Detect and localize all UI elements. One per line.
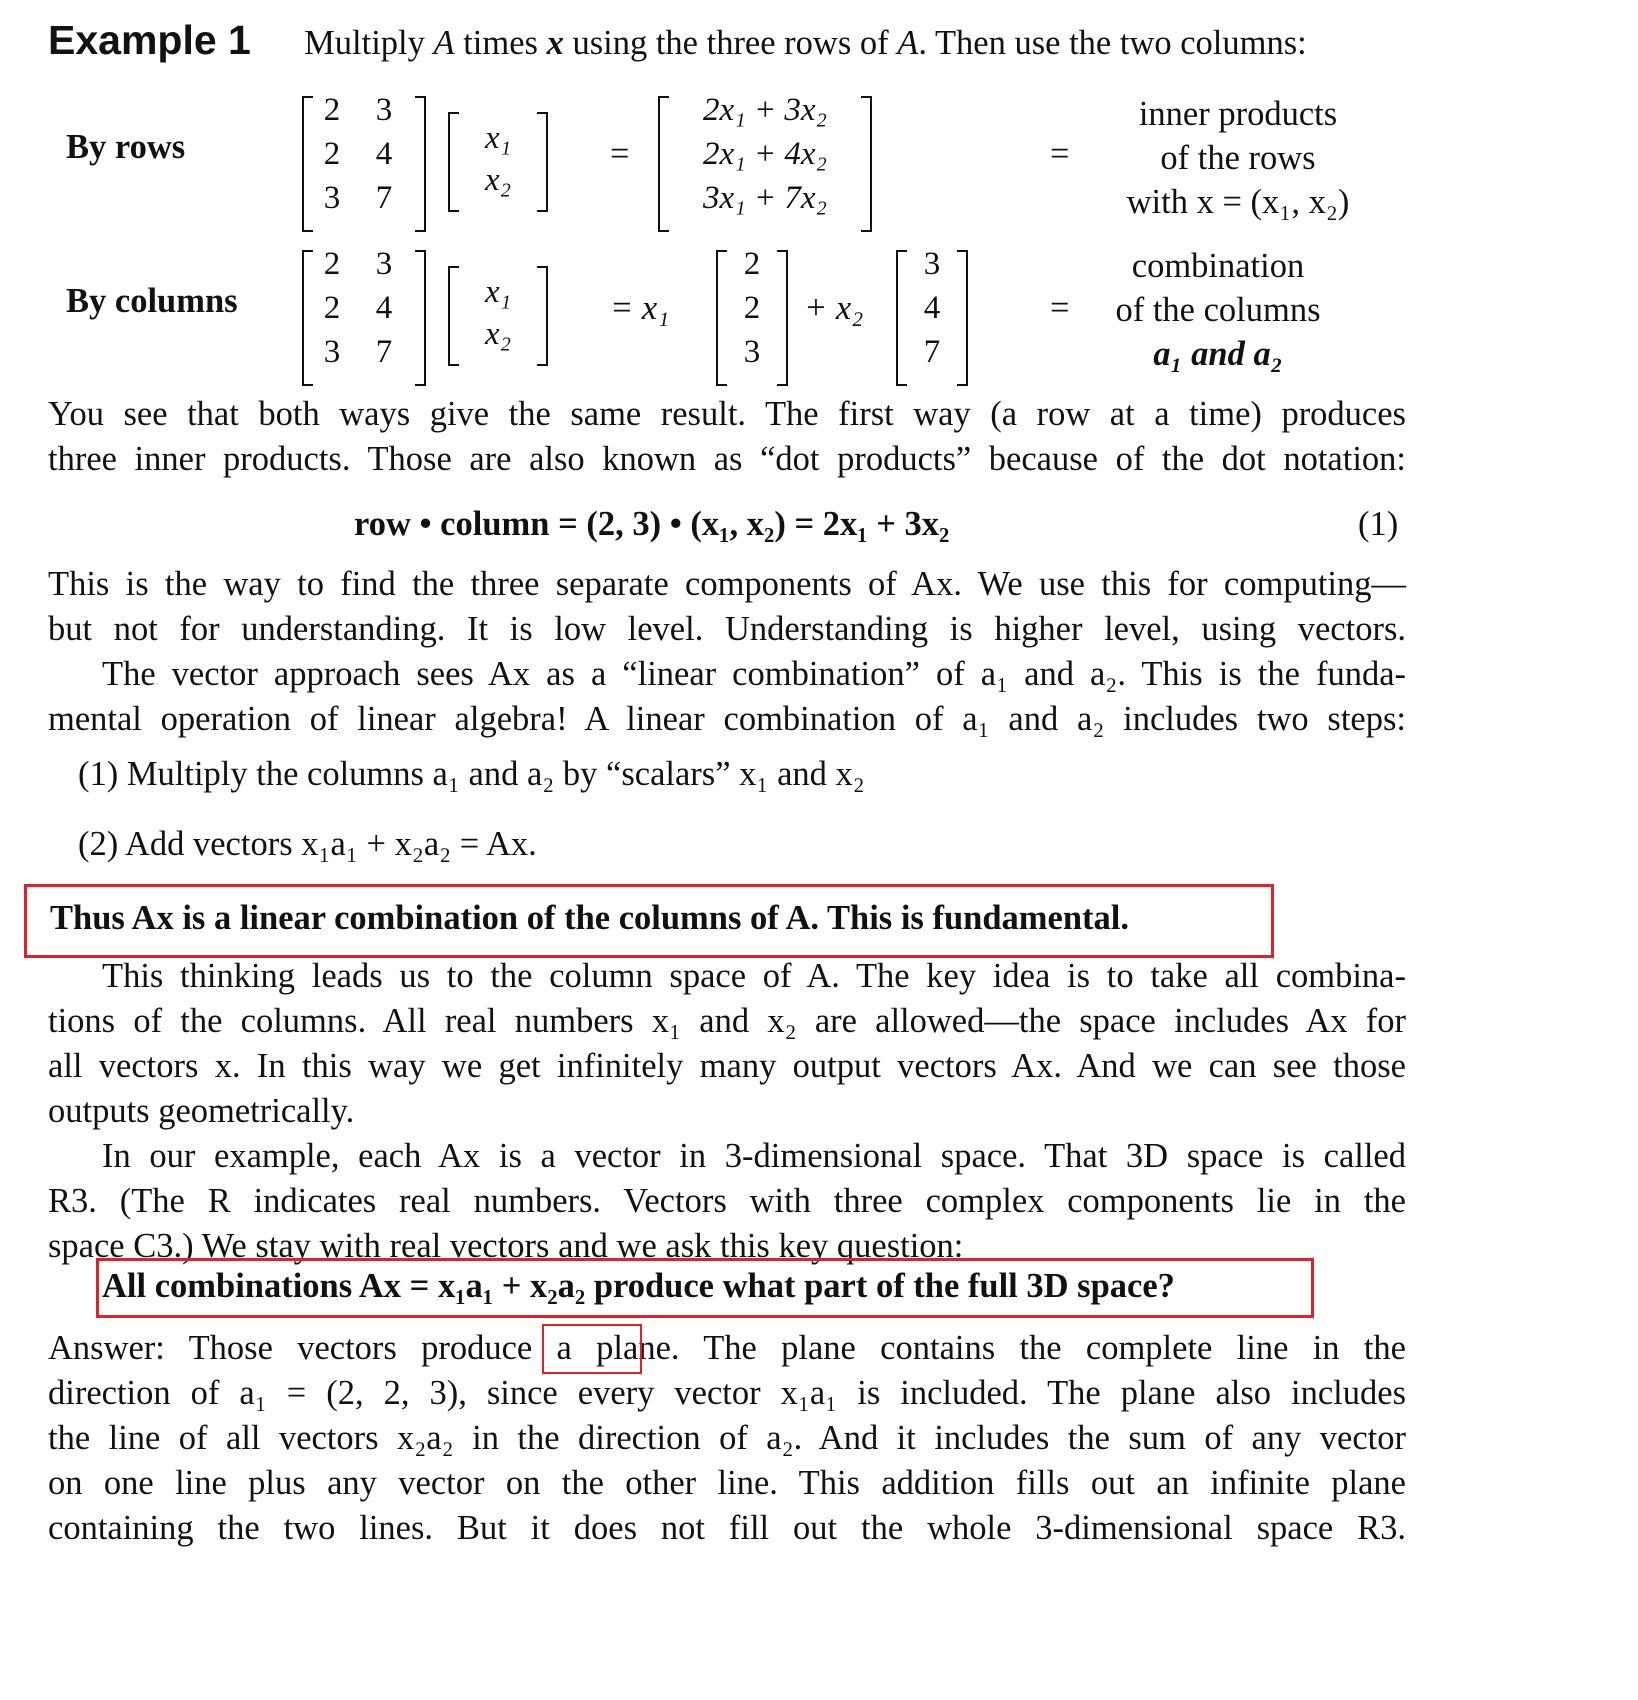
by-rows-label: By rows [66, 128, 186, 166]
column-a1: 2 2 3 [716, 252, 788, 384]
step-1: (1) Multiply the columns a₁ and a₂ by “scalars” x₁ and x₂ [78, 755, 865, 793]
step-2: (2) Add vectors x₁a₁ + x₂a₂ = Ax. [78, 825, 537, 863]
matrix-a-columns: 2 3 2 4 3 7 [302, 252, 426, 384]
fundamental-statement: Thus Ax is a linear combination of the columns of A. This is fundamental. [50, 899, 1129, 937]
column-a2: 3 4 7 [896, 252, 968, 384]
rows-equals: = [610, 135, 630, 173]
key-question: All combinations Ax = x₁a₁ + x₂a₂ produce what part of the full 3D space? [102, 1267, 1175, 1305]
equation-number: (1) [1358, 505, 1399, 543]
answer-paragraph: Answer: Those vectors produce a plane. The plane contains the complete line in the direction of a₁ = (2, 2, 3), since every vector x₁a₁ is included. The plane also includes the line of all vectors x₂a₂ in the direction of a₂. And it includes the sum of any vector on one line plus any vector on the other line. This addition fills out an infinite plane containing the two lines. But it does not fill out the whole 3-dimensional space R3. [48, 1329, 1406, 1547]
paragraph-1: You see that both ways give the same result. The first way (a row at a time) produces three inner products. Those are also known as “dot products” because of the dot notation: [48, 395, 1406, 478]
columns-coef-1: = x₁ [610, 289, 670, 327]
columns-coef-2: + x₂ [804, 289, 864, 327]
rows-result-vector: 2x₁ + 3x₂ 2x₁ + 4x₂ 3x₁ + 7x₂ [658, 98, 872, 230]
textbook-page [48, 0, 1408, 1700]
paragraph-2: This is the way to find the three separate components of Ax. We use this for computing— but not for understanding. It is low level. Understanding is higher level, using vectors. The vector approach sees Ax as a “linear combination” of a₁ and a₂. This is the funda- mental operation of linear algebra! A linear combination of a₁ and a₂ includes two steps: [48, 565, 1406, 738]
paragraph-3: This thinking leads us to the column space of A. The key idea is to take all combina- tions of the columns. All real numbers x₁ and x₂ are allowed—the space includes Ax for all vectors x. In this way we get infinitely many output vectors Ax. And we can see those outputs geometrically. In our example, each Ax is a vector in 3-dimensional space. That 3D space is called R3. (The R indicates real numbers. Vectors with three complex components lie in the space C3.) We stay with real vectors and we ask this key question: [48, 957, 1406, 1265]
matrix-a-rows: 2 3 2 4 3 7 [302, 98, 426, 230]
by-columns-label: By columns [66, 282, 238, 320]
rows-description: inner products of the rows with x = (x₁, x₂) [1126, 95, 1350, 221]
vector-x-columns: x₁ x₂ [448, 268, 548, 364]
vector-x-rows: x₁ x₂ [448, 114, 548, 210]
example-heading: Example 1 [48, 17, 251, 63]
example-intro-line: Example 1 Multiply A times x using the three rows of A. Then use the two columns: [48, 17, 1307, 63]
boxed-word-plane [542, 1324, 642, 1374]
equation-1: row • column = (2, 3) • (x₁, x₂) = 2x₁ + 3x₂ [354, 505, 950, 543]
columns-description: combination of the columns a₁ and a₂ [1115, 247, 1321, 373]
rows-equals-2: = [1050, 135, 1070, 173]
columns-equals: = [1050, 289, 1070, 327]
